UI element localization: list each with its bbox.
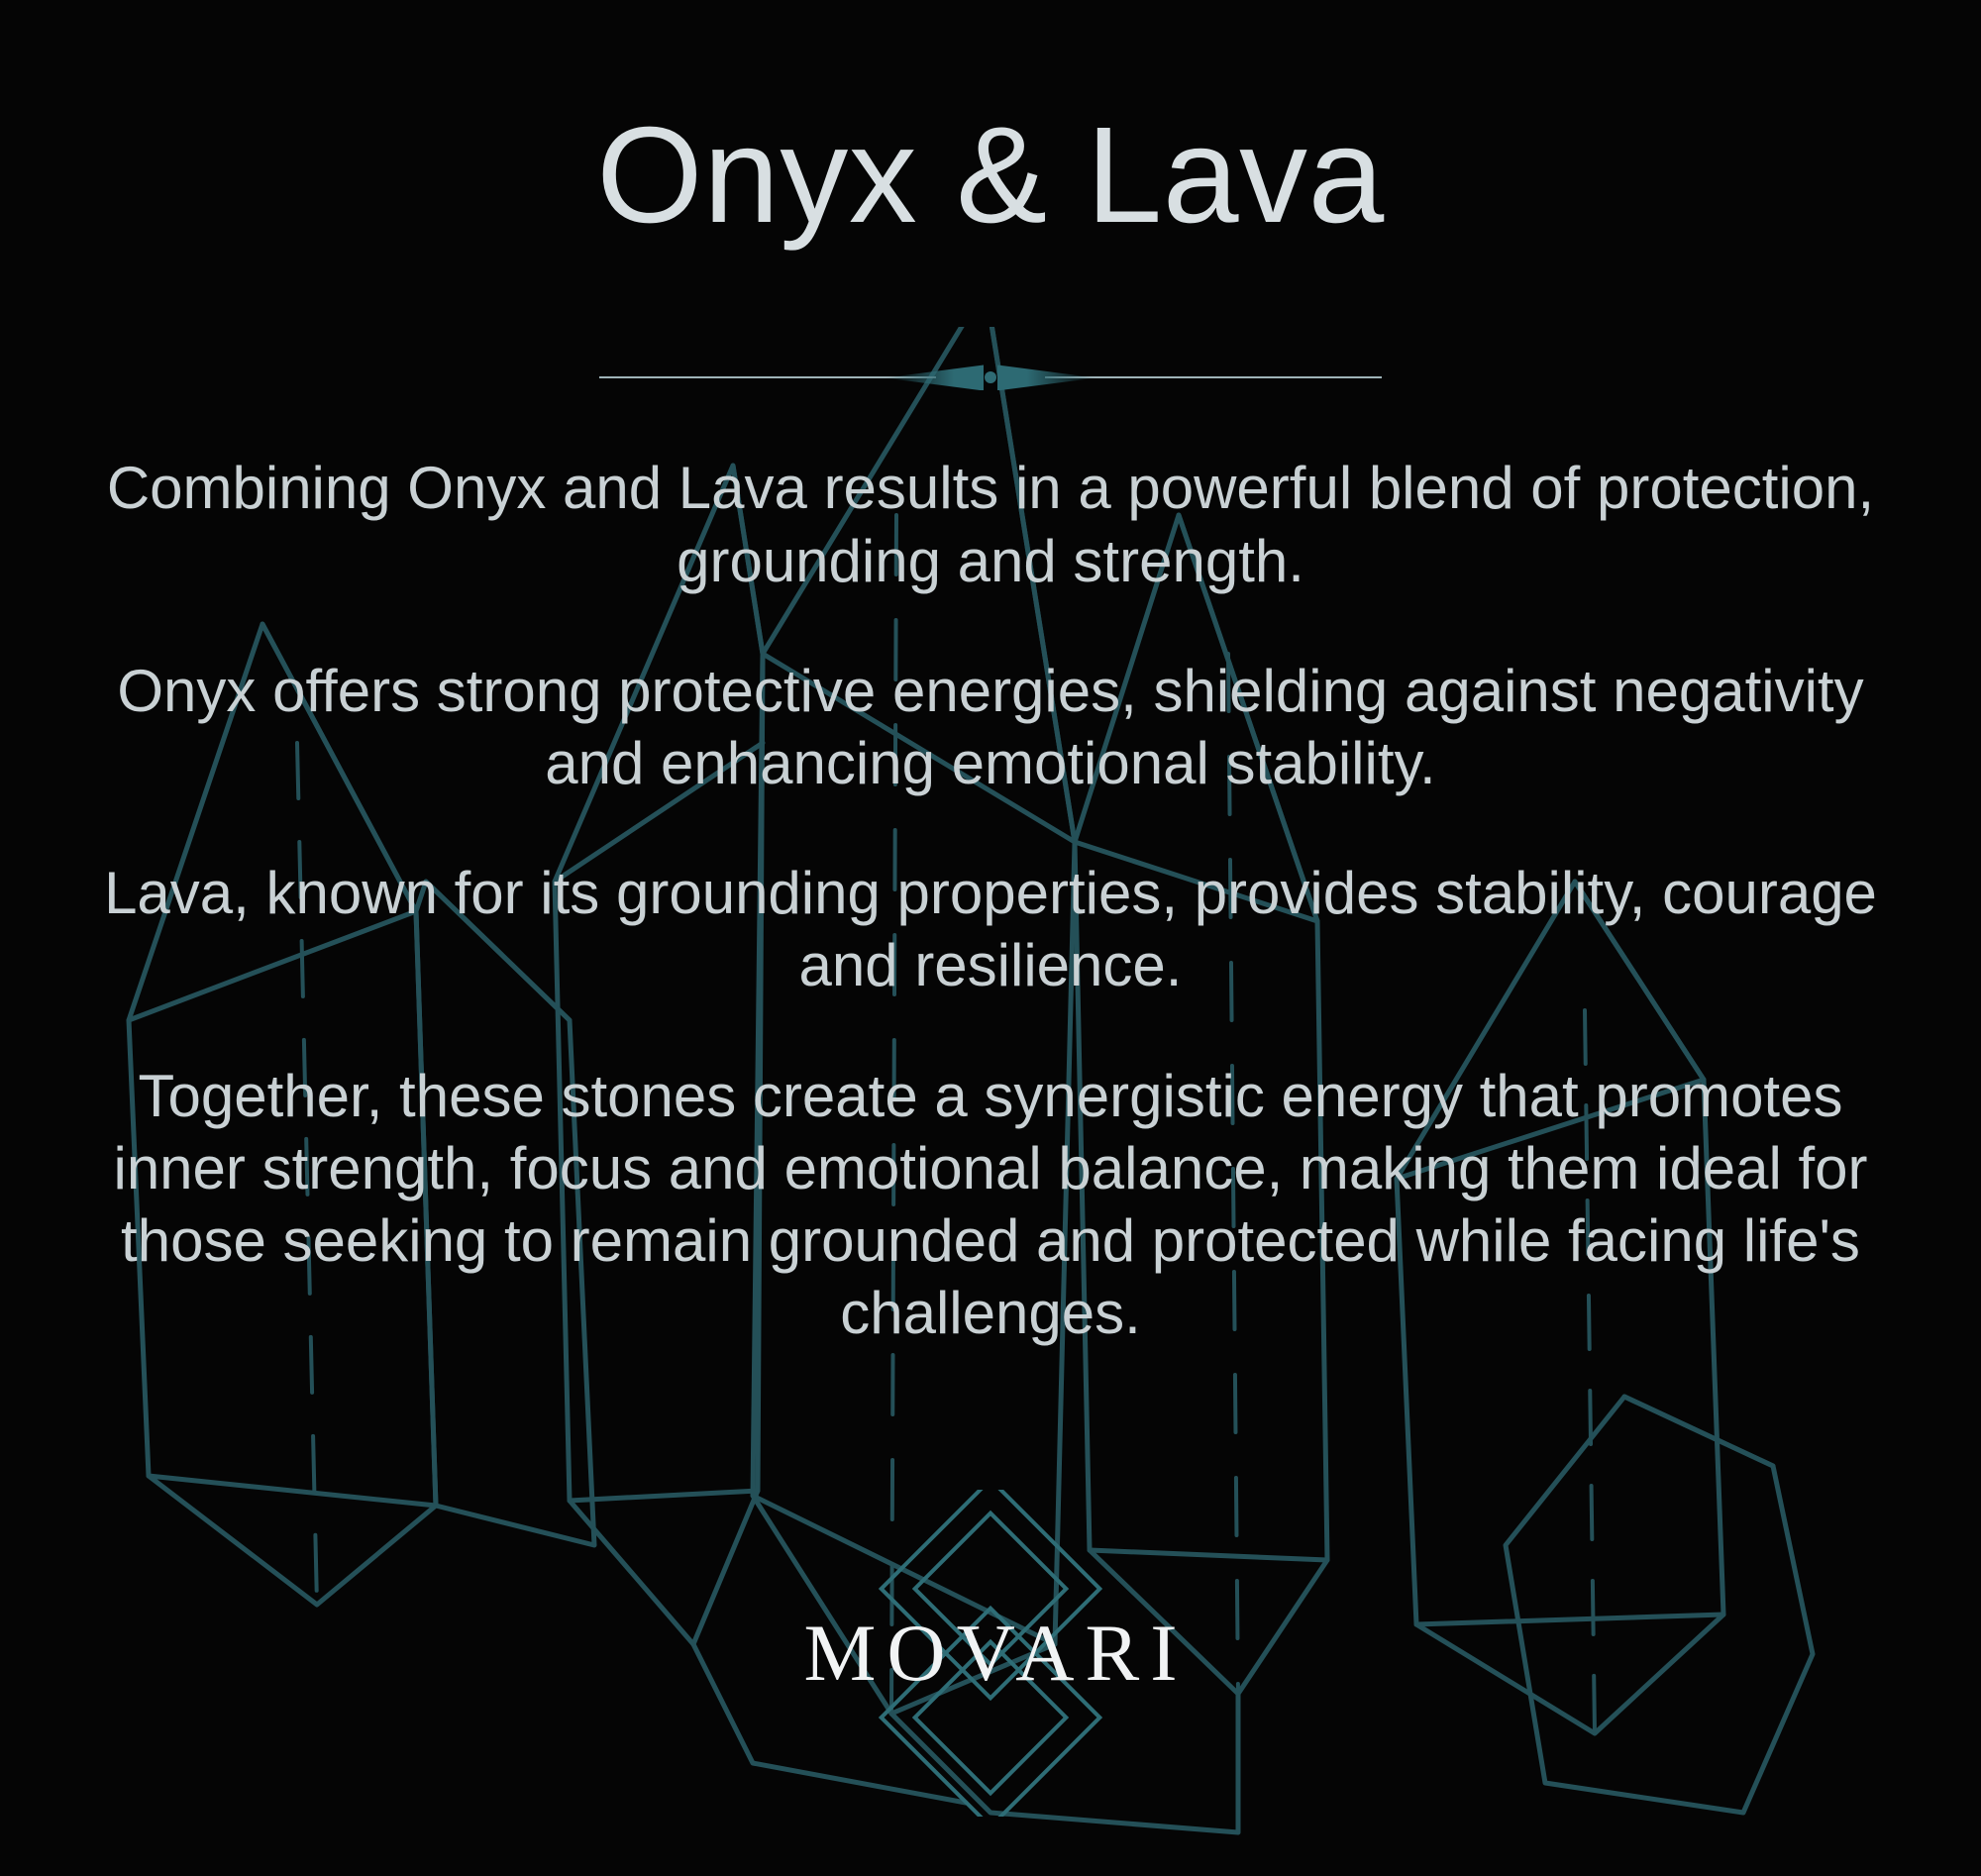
paragraph-intro: Combining Onyx and Lava results in a powerful blend of protection, grounding and strength. — [106, 455, 1875, 594]
brand-mark — [0, 1480, 1981, 1817]
paragraph-together: Together, these stones create a synergistic energy that promotes inner strength, focus and emotional balance, making them ideal for those seeking to remain grounded and protected while facing life's challenges. — [113, 1062, 1868, 1347]
divider-wing-left — [885, 365, 984, 390]
paragraph-onyx: Onyx offers strong protective energies, shielding against negativity and enhancing emotional stability. — [117, 657, 1864, 797]
divider-dot-icon — [985, 371, 996, 383]
description-block — [69, 452, 1912, 1349]
divider-ornament — [599, 361, 1382, 394]
page-title: Onyx & Lava — [596, 99, 1385, 252]
divider-wing-right — [997, 365, 1096, 390]
brand-name: MOVARI — [803, 1608, 1189, 1698]
paragraph-lava: Lava, known for its grounding properties, provides stability, courage and resilience. — [104, 860, 1877, 999]
